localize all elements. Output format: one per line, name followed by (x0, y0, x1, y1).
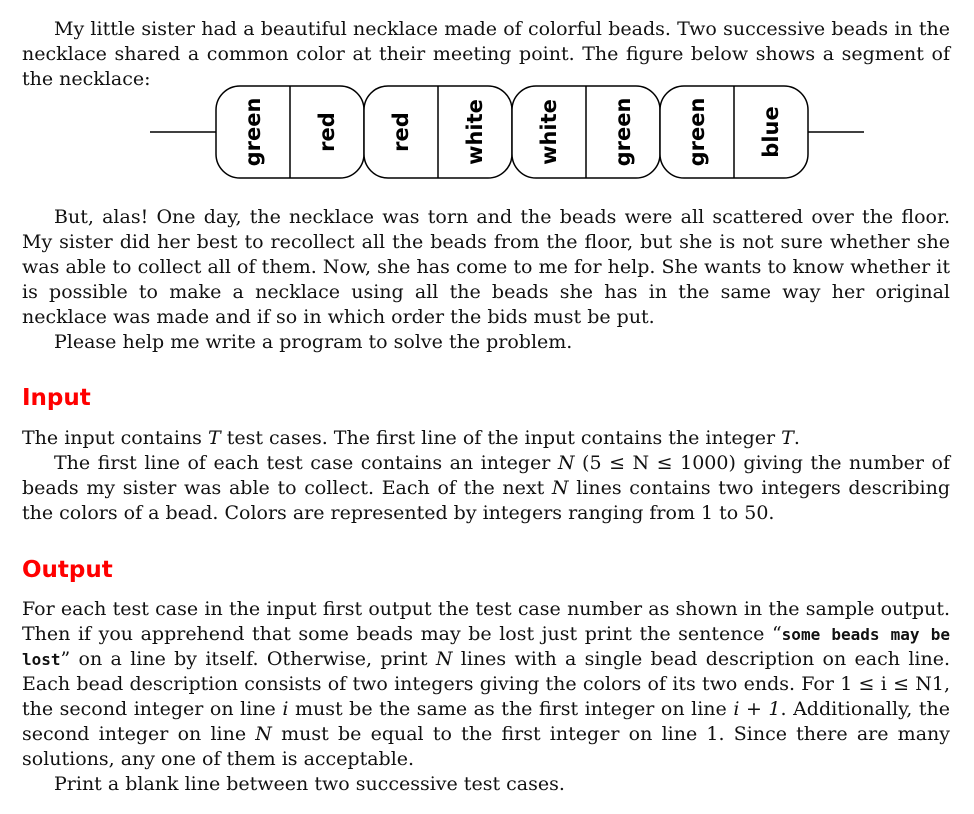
var-n: N (435, 648, 453, 670)
bead-label-green: green (611, 97, 635, 167)
var-t: T (781, 427, 794, 449)
input-text: The first line of each test case contains an integer (54, 452, 558, 474)
bead-label-red: red (315, 112, 339, 152)
input-text: giving the number of beads my sister was able to collect. Each of the next (22, 452, 950, 499)
intro-paragraph-1: My little sister had a beautiful necklace made of colorful beads. Two successive beads in the necklace shared a common color at their meeting point. The figure below shows a segment of the necklace: (22, 18, 950, 90)
output-heading: Output (22, 557, 113, 583)
var-i: i (282, 698, 289, 720)
output-paragraph-1 (22, 597, 950, 772)
bead-label-green: green (241, 97, 265, 167)
input-text: test cases. The first line of the input contains the integer (220, 427, 782, 449)
var-i-plus-1: i + 1 (733, 698, 781, 720)
input-text: The input contains (22, 427, 208, 449)
intro-paragraph-2: But, alas! One day, the necklace was torn and the beads were all scattered over the floor. My sister did her best to recollect all the beads from the floor, but she is not sure whether she was able to collect all of them. Now, she has come to me for help. She wants to know whether it is possible to make a necklace using all the beads she has in the same way her original necklace was made and if so in which order the bids must be put. (22, 206, 950, 328)
output-text: . Additionally, the second integer on line (22, 698, 950, 745)
bead-label-red: red (389, 112, 413, 152)
var-n: N (557, 452, 575, 474)
output-text: For each test case in the input first output the test case number as shown in the sample output. Then if you apprehend that some beads may be lost just print the sentence “ (22, 598, 950, 645)
output-text: must be equal to the first integer on line 1. Since there are many solutions, any one of them is acceptable. (22, 723, 950, 770)
input-text: . (793, 427, 800, 449)
output-text: lines with a single bead description on each line. Each bead description consists of two integers giving the colors of its two ends. For 1 ≤ i ≤ N1, the second integer on line (22, 648, 950, 720)
output-text: ” on a line by itself. Otherwise, print (60, 648, 436, 670)
bead-label-white: white (537, 99, 561, 165)
input-text: lines contains two integers describing the colors of a bead. Colors are represented by integers ranging from 1 to 50. (22, 477, 950, 524)
var-n: N (255, 723, 272, 745)
intro-paragraph-3: Please help me write a program to solve the problem. (54, 331, 573, 353)
bead-label-green: green (685, 97, 709, 167)
var-n: N (551, 477, 569, 499)
necklace-diagram (150, 82, 864, 182)
output-paragraph-2: Print a blank line between two successive test cases. (54, 773, 565, 795)
input-heading: Input (22, 385, 91, 411)
bead-label-blue: blue (759, 106, 783, 158)
input-paragraph-2 (22, 451, 950, 526)
bead-label-white: white (463, 99, 487, 165)
var-t: T (207, 427, 221, 449)
output-text: must be the same as the first integer on line (288, 698, 734, 720)
necklace-figure (150, 82, 864, 182)
code-sentence: some beads may be lost (22, 625, 950, 669)
input-line-1 (22, 426, 950, 451)
range-expression: (5 ≤ N ≤ 1000) (574, 452, 744, 474)
beads-group (216, 86, 808, 178)
